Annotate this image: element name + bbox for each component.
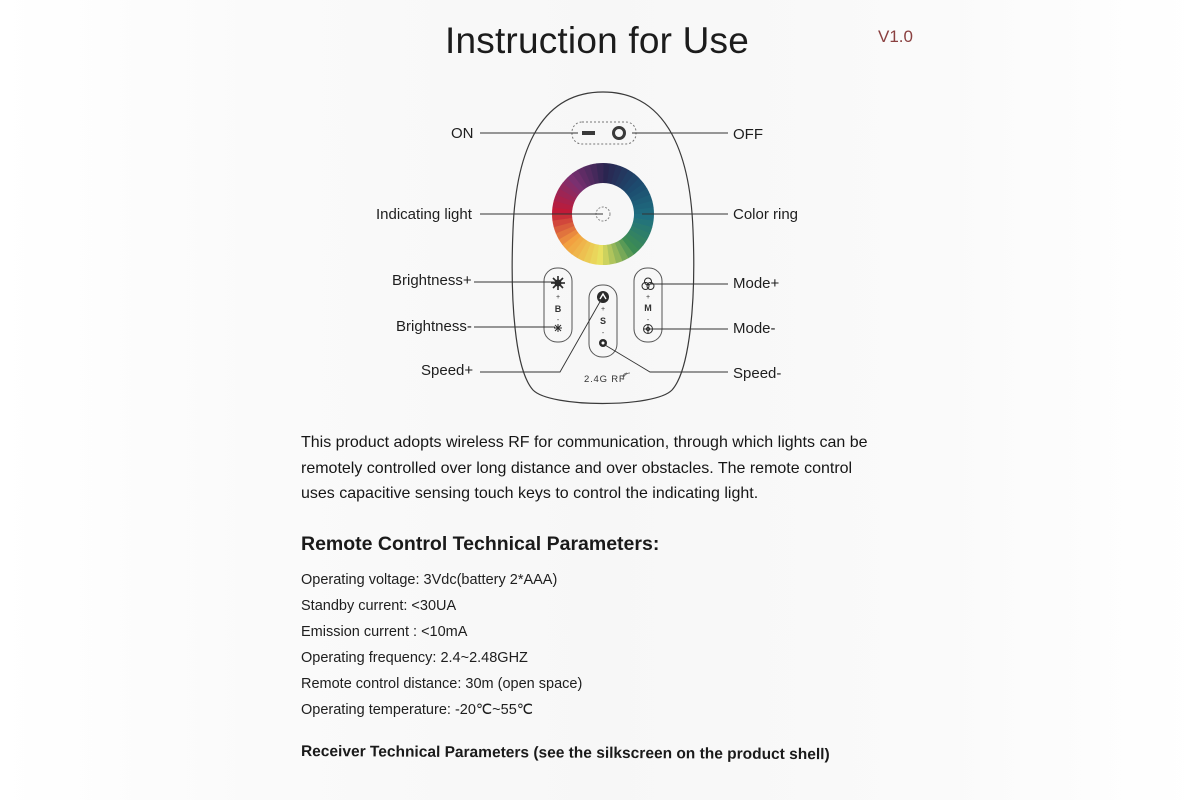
- mode-key-letter: M: [644, 303, 652, 313]
- label-mode-minus: Mode-: [733, 320, 776, 337]
- label-brightness-plus: Brightness+: [392, 272, 472, 289]
- label-speed-plus: Speed+: [421, 362, 474, 379]
- sun-large-icon: [551, 276, 565, 290]
- version-label: V1.0: [878, 27, 913, 46]
- remote-params-heading: Remote Control Technical Parameters:: [301, 533, 660, 555]
- mode-minus-sign: -: [646, 317, 650, 324]
- speed-key-letter: S: [599, 316, 607, 326]
- label-speed-minus: Speed-: [733, 365, 782, 382]
- intro-paragraph: [301, 430, 911, 507]
- ring-icon: [614, 128, 625, 139]
- document-title: Instruction for Use: [445, 20, 750, 61]
- brightness-plus-sign: +: [555, 294, 561, 301]
- brightness-key-letter: B: [554, 304, 562, 314]
- speed-plus-sign: +: [600, 306, 606, 313]
- label-indicating-light: Indicating light: [376, 206, 472, 223]
- param-item: Standby current: <30UA: [301, 598, 457, 614]
- param-item: Emission current : <10mA: [301, 624, 468, 640]
- speed-up-icon: [597, 291, 609, 303]
- label-brightness-minus: Brightness-: [396, 318, 472, 335]
- param-item: Operating temperature: -20℃~55℃: [301, 702, 534, 718]
- speed-minus-sign: -: [601, 330, 605, 337]
- minus-bar-icon: [582, 131, 595, 135]
- intro-line: remotely controlled over long distance and over obstacles. The remote control: [301, 459, 853, 477]
- remote-params-list: [301, 570, 582, 726]
- mode-plus-sign: +: [645, 294, 651, 301]
- param-item: Operating frequency: 2.4~2.48GHZ: [301, 650, 528, 666]
- intro-line: This product adopts wireless RF for communication, through which lights can be: [301, 434, 868, 451]
- leader-speed-minus: [605, 345, 728, 372]
- brightness-minus-sign: -: [556, 317, 560, 324]
- power-key-area: [572, 122, 636, 144]
- param-item: Operating voltage: 3Vdc(battery 2*AAA): [301, 572, 558, 588]
- leader-speed-plus: [480, 300, 601, 372]
- param-item: Remote control distance: 30m (open space): [301, 676, 583, 692]
- label-off: OFF: [733, 126, 763, 143]
- sun-small-icon: [554, 324, 562, 332]
- intro-line: uses capacitive sensing touch keys to control the indicating light.: [301, 485, 759, 502]
- label-color-ring: Color ring: [733, 206, 799, 223]
- label-mode-plus: Mode+: [733, 275, 780, 292]
- rf-label: 2.4G RF: [584, 374, 626, 385]
- label-on: ON: [451, 125, 474, 142]
- receiver-params-heading: Receiver Technical Parameters (see the silkscreen on the product shell): [300, 743, 830, 764]
